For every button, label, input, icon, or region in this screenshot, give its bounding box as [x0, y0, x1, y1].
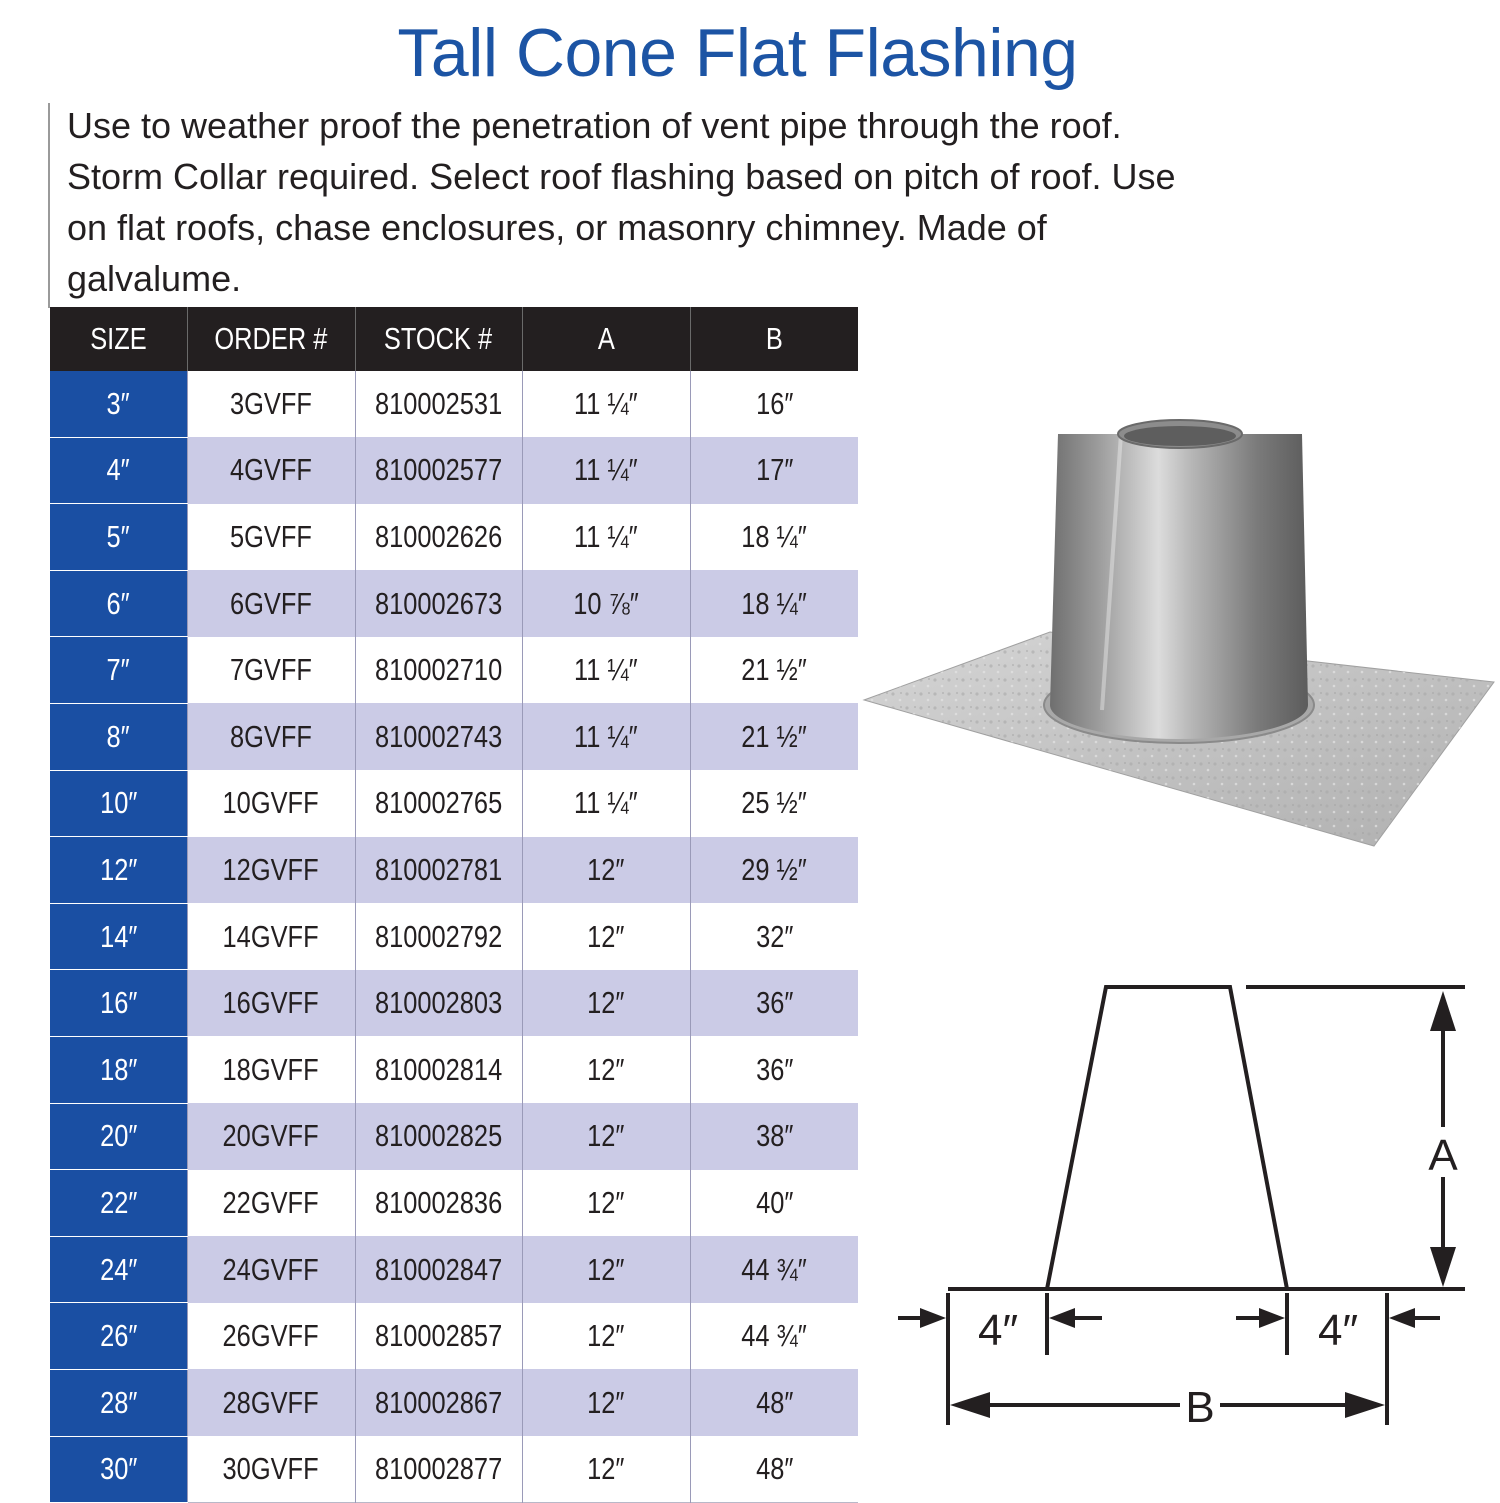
cell-dim-a: 12″: [522, 1103, 690, 1170]
cell-size: 10″: [50, 770, 187, 837]
cell-dim-a: 11 ¼″: [522, 504, 690, 571]
cone-dimension-diagram: [890, 975, 1475, 1445]
table-row: [50, 770, 858, 837]
cell-size: 3″: [50, 371, 187, 437]
cell-stock-number: 810002781: [355, 837, 522, 904]
table-row: [50, 371, 858, 437]
cell-stock-number: 810002743: [355, 703, 522, 770]
cell-dim-b: 18 ¼″: [690, 504, 858, 571]
cell-stock-number: 810002867: [355, 1369, 522, 1436]
cell-order-number: 24GVFF: [187, 1236, 355, 1303]
cell-stock-number: 810002531: [355, 371, 522, 437]
cell-size: 20″: [50, 1103, 187, 1170]
cell-dim-b: 25 ½″: [690, 770, 858, 837]
cell-stock-number: 810002577: [355, 437, 522, 504]
cell-size: 5″: [50, 504, 187, 571]
cell-dim-a: 11 ¼″: [522, 703, 690, 770]
cell-size: 24″: [50, 1236, 187, 1303]
table-row: [50, 1436, 858, 1503]
header-b: B: [690, 307, 858, 371]
cell-dim-b: 36″: [690, 970, 858, 1037]
cell-dim-a: 12″: [522, 903, 690, 970]
cell-size: 28″: [50, 1369, 187, 1436]
cell-size: 7″: [50, 637, 187, 704]
table-row: [50, 970, 858, 1037]
cell-size: 12″: [50, 837, 187, 904]
table-row: [50, 1170, 858, 1237]
dimension-b-label: B: [1185, 1383, 1215, 1432]
cell-stock-number: 810002877: [355, 1436, 522, 1503]
table-row: [50, 1236, 858, 1303]
cell-dim-b: 18 ¼″: [690, 570, 858, 637]
right-offset-label: 4″: [1317, 1306, 1359, 1355]
table-row: [50, 1036, 858, 1103]
cone-outline: [1047, 987, 1287, 1289]
cell-stock-number: 810002836: [355, 1170, 522, 1237]
cell-size: 26″: [50, 1303, 187, 1370]
cell-order-number: 7GVFF: [187, 637, 355, 704]
table-row: [50, 903, 858, 970]
cell-dim-b: 21 ½″: [690, 637, 858, 704]
table-row: [50, 637, 858, 704]
cell-size: 16″: [50, 970, 187, 1037]
dimension-a-label: A: [1428, 1131, 1458, 1180]
product-description: Use to weather proof the penetration of vent pipe through the roof. Storm Collar required. Select roof flashing based on pitch of roof. Use on flat roofs, chase enclosures, or masonry chimney. Made of galvalume.: [67, 105, 1176, 299]
cell-stock-number: 810002814: [355, 1036, 522, 1103]
cell-dim-a: 11 ¼″: [522, 437, 690, 504]
cell-dim-b: 16″: [690, 371, 858, 437]
spec-table: [50, 307, 858, 1503]
cell-dim-a: 11 ¼″: [522, 637, 690, 704]
cell-order-number: 10GVFF: [187, 770, 355, 837]
cell-order-number: 28GVFF: [187, 1369, 355, 1436]
table-row: [50, 1303, 858, 1370]
cell-order-number: 8GVFF: [187, 703, 355, 770]
cell-stock-number: 810002847: [355, 1236, 522, 1303]
cell-stock-number: 810002673: [355, 570, 522, 637]
cell-order-number: 20GVFF: [187, 1103, 355, 1170]
cell-size: 18″: [50, 1036, 187, 1103]
cell-dim-a: 12″: [522, 1036, 690, 1103]
cell-stock-number: 810002765: [355, 770, 522, 837]
cell-stock-number: 810002792: [355, 903, 522, 970]
table-row: [50, 1103, 858, 1170]
table-row: [50, 837, 858, 904]
cell-order-number: 16GVFF: [187, 970, 355, 1037]
cell-order-number: 22GVFF: [187, 1170, 355, 1237]
cell-size: 14″: [50, 903, 187, 970]
table-row: [50, 437, 858, 504]
cell-dim-a: 12″: [522, 1236, 690, 1303]
cell-size: 22″: [50, 1170, 187, 1237]
cell-size: 30″: [50, 1436, 187, 1503]
cell-dim-b: 48″: [690, 1436, 858, 1503]
cell-stock-number: 810002857: [355, 1303, 522, 1370]
page-title: Tall Cone Flat Flashing: [397, 15, 1078, 91]
table-row: [50, 504, 858, 571]
cell-dim-b: 44 ¾″: [690, 1236, 858, 1303]
cell-order-number: 4GVFF: [187, 437, 355, 504]
cell-order-number: 14GVFF: [187, 903, 355, 970]
header-a: A: [522, 307, 690, 371]
cell-stock-number: 810002825: [355, 1103, 522, 1170]
cell-dim-b: 40″: [690, 1170, 858, 1237]
cell-order-number: 5GVFF: [187, 504, 355, 571]
cell-dim-a: 12″: [522, 970, 690, 1037]
cell-dim-a: 10 ⅞″: [522, 570, 690, 637]
cell-stock-number: 810002710: [355, 637, 522, 704]
cell-order-number: 26GVFF: [187, 1303, 355, 1370]
cell-dim-b: 17″: [690, 437, 858, 504]
cell-dim-a: 12″: [522, 837, 690, 904]
table-row: [50, 1369, 858, 1436]
cell-dim-a: 12″: [522, 1369, 690, 1436]
cell-order-number: 18GVFF: [187, 1036, 355, 1103]
cell-dim-b: 44 ¾″: [690, 1303, 858, 1370]
cell-stock-number: 810002803: [355, 970, 522, 1037]
tall-cone-flashing-photo: [862, 410, 1497, 850]
header-size: SIZE: [50, 307, 187, 371]
table-row: [50, 570, 858, 637]
cell-size: 8″: [50, 703, 187, 770]
cell-dim-b: 36″: [690, 1036, 858, 1103]
cell-size: 4″: [50, 437, 187, 504]
cell-dim-b: 21 ½″: [690, 703, 858, 770]
header-order-number: ORDER #: [187, 307, 355, 371]
cell-order-number: 6GVFF: [187, 570, 355, 637]
cell-dim-a: 11 ¼″: [522, 371, 690, 437]
cell-order-number: 30GVFF: [187, 1436, 355, 1503]
cell-dim-b: 38″: [690, 1103, 858, 1170]
cell-dim-a: 12″: [522, 1170, 690, 1237]
left-offset-label: 4″: [977, 1306, 1019, 1355]
cell-size: 6″: [50, 570, 187, 637]
description-rule: [48, 103, 50, 308]
cell-dim-b: 32″: [690, 903, 858, 970]
cell-dim-b: 48″: [690, 1369, 858, 1436]
cell-dim-a: 12″: [522, 1303, 690, 1370]
cell-stock-number: 810002626: [355, 504, 522, 571]
cell-dim-a: 12″: [522, 1436, 690, 1503]
cell-dim-a: 11 ¼″: [522, 770, 690, 837]
cell-order-number: 3GVFF: [187, 371, 355, 437]
cell-order-number: 12GVFF: [187, 837, 355, 904]
header-stock-number: STOCK #: [355, 307, 522, 371]
table-row: [50, 703, 858, 770]
table-header-row: [50, 307, 858, 371]
cell-dim-b: 29 ½″: [690, 837, 858, 904]
